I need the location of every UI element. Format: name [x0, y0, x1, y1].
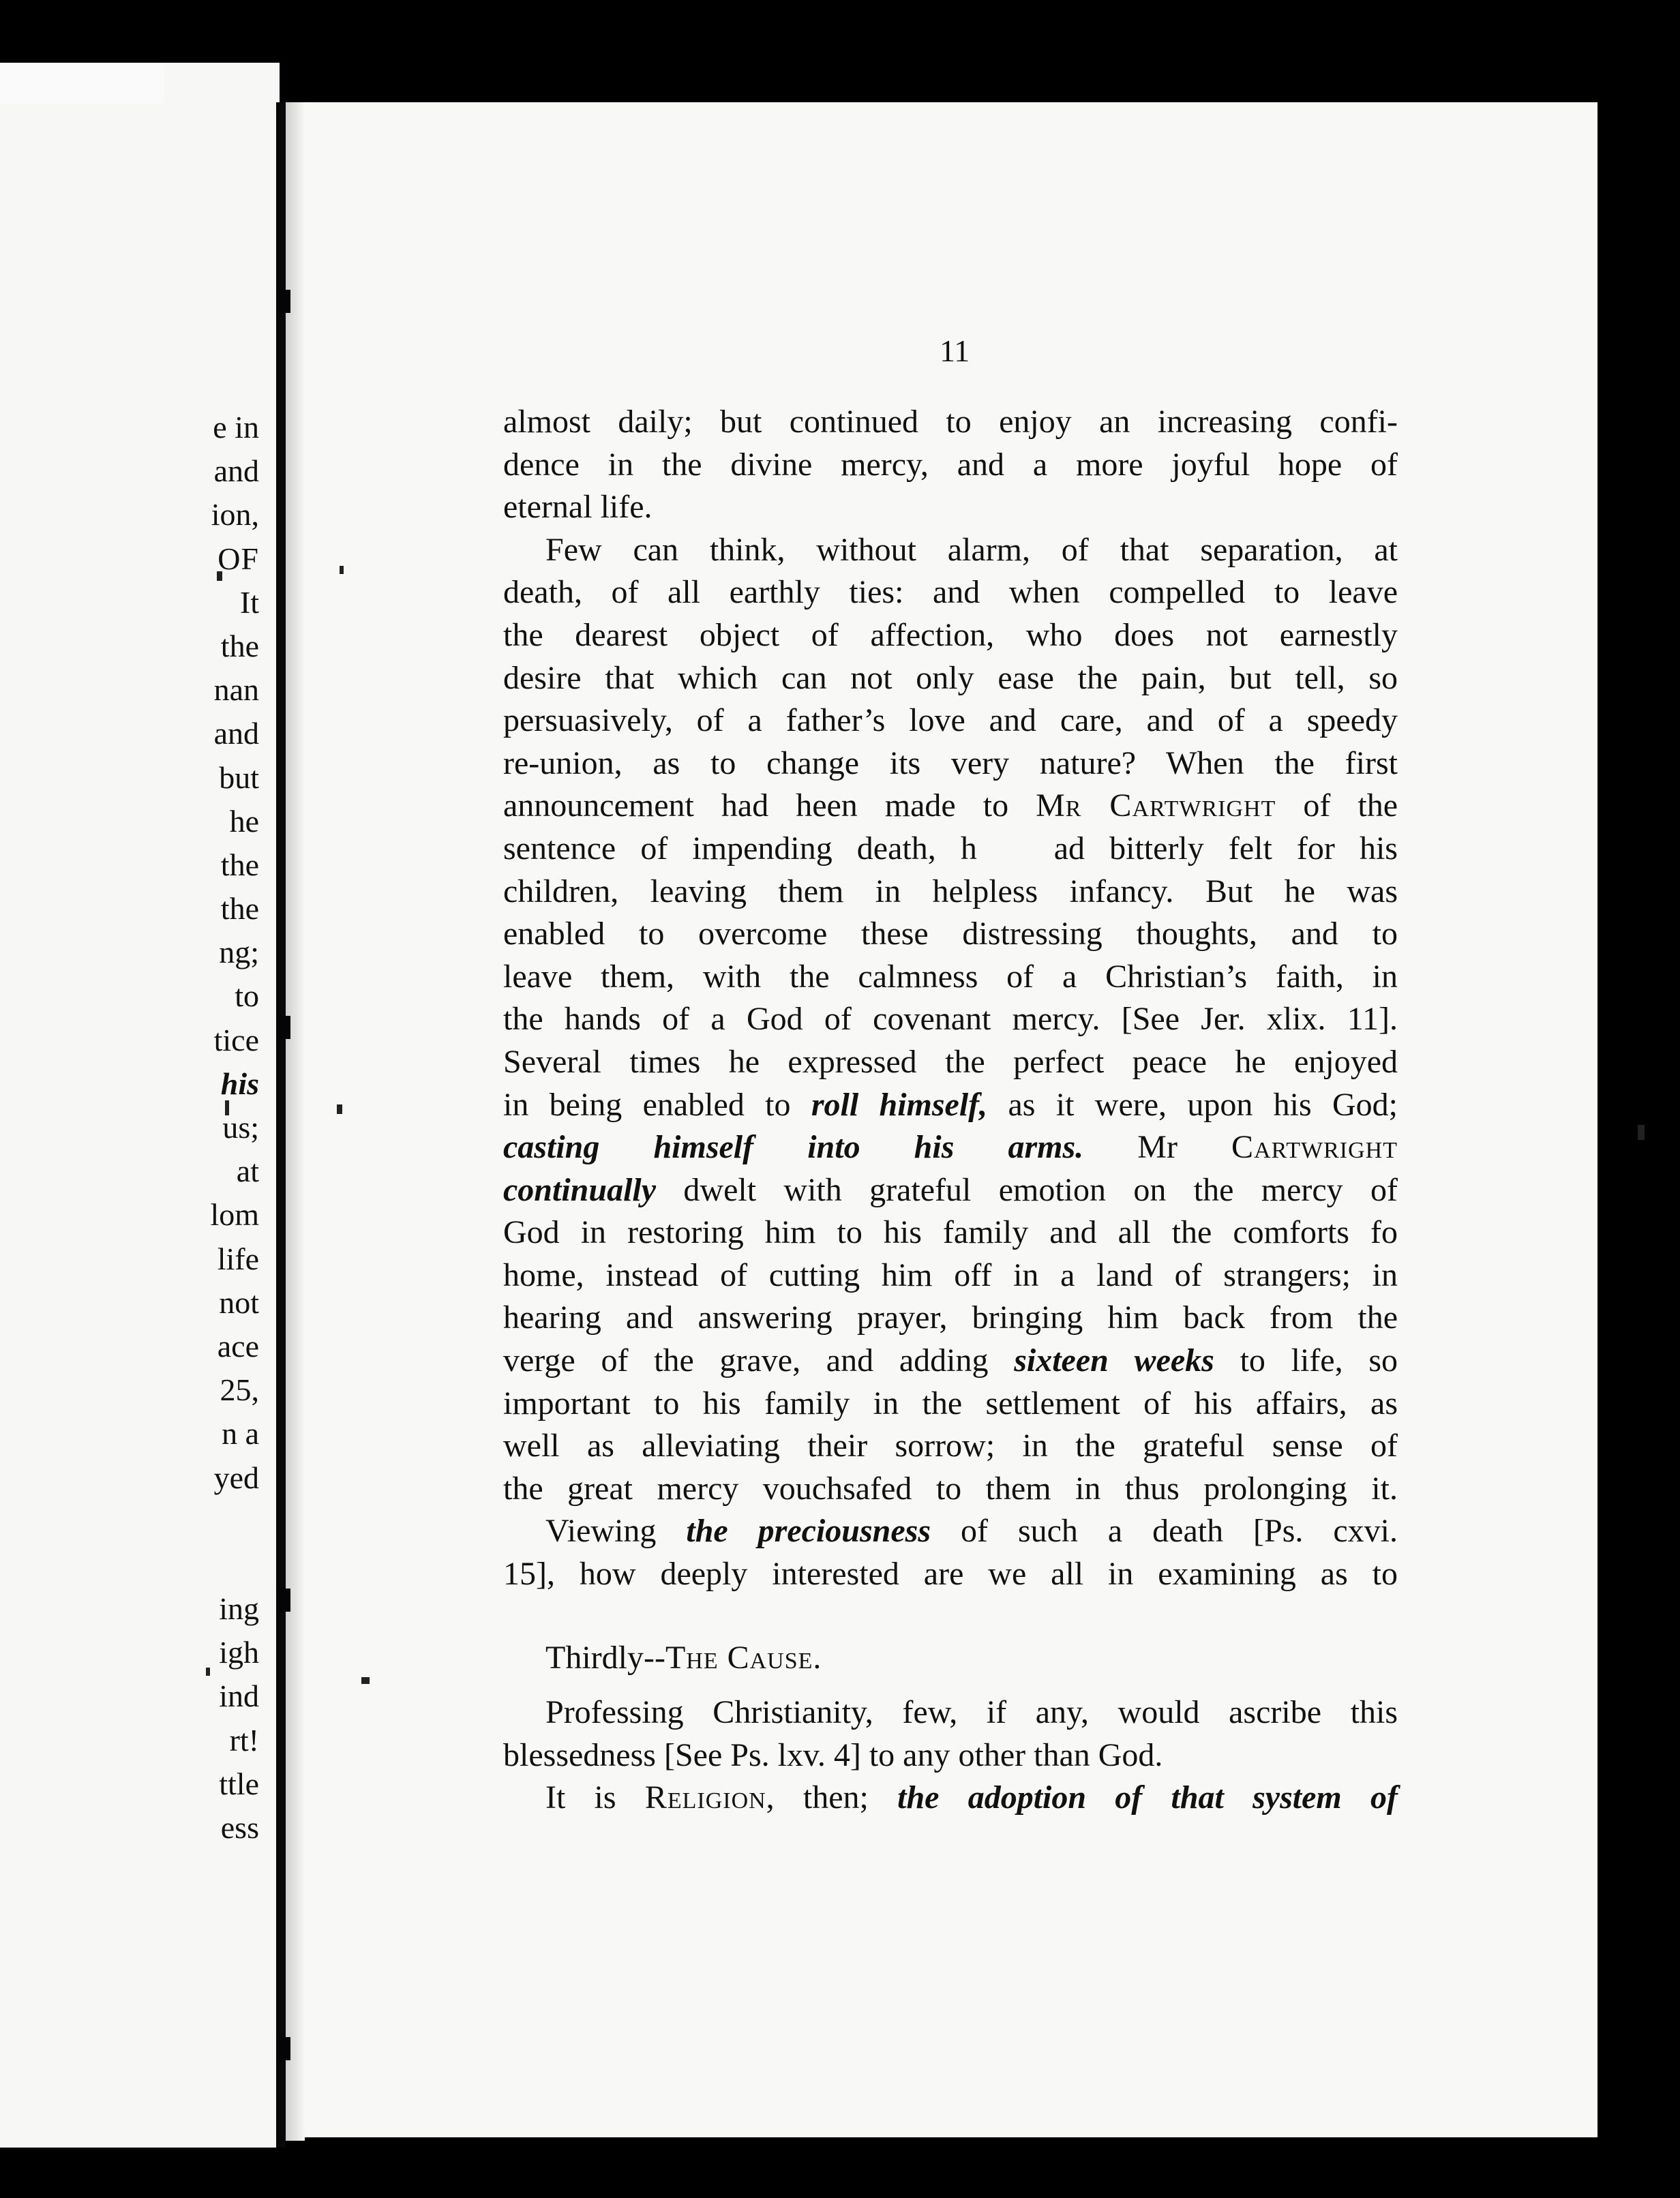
left-line: not	[219, 1284, 259, 1320]
left-line: nan	[213, 672, 259, 708]
text-line	[503, 1510, 1398, 1553]
text-run: of the	[1276, 787, 1398, 824]
text-run: announcement had heen made to	[503, 787, 1036, 824]
left-line: at	[236, 1154, 259, 1189]
text-line: Few can think, without alarm, of that separation, at	[545, 531, 1398, 568]
text-line: eternal life.	[503, 489, 652, 526]
text-line	[503, 1084, 1398, 1127]
left-line: rt!	[229, 1722, 259, 1758]
left-line: and	[213, 716, 259, 751]
text-line: the dearest object of affection, who does not earnestly	[503, 616, 1398, 653]
left-line	[0, 1500, 259, 1544]
book-spine	[276, 102, 286, 2148]
text-line	[503, 1340, 1398, 1383]
left-line: to	[235, 978, 259, 1014]
left-line: the	[220, 847, 259, 882]
left-line: the	[220, 628, 259, 663]
left-line: 25,	[220, 1372, 259, 1408]
left-line: ion,	[211, 497, 259, 532]
left-line: ess	[220, 1810, 259, 1845]
binding-notch	[280, 1589, 290, 1612]
text-line: enabled to overcome these distressing thoughts, and to	[503, 916, 1398, 952]
text-line	[503, 1126, 1398, 1169]
left-line: life	[217, 1241, 259, 1276]
emphasis: casting himself into his arms.	[503, 1129, 1084, 1166]
left-line: It	[239, 584, 259, 620]
text-run: , then;	[766, 1779, 898, 1816]
left-line: e in	[213, 410, 259, 445]
left-line: n a	[222, 1416, 259, 1451]
text-line: 15], how deeply interested are we all in examining as to	[503, 1556, 1398, 1593]
left-line: OF	[217, 541, 259, 576]
text-line: hearing and answering prayer, bringing him back from the	[503, 1299, 1398, 1336]
left-line: us;	[222, 1110, 259, 1145]
text-line: death, of all earthly ties: and when compelled to leave	[503, 574, 1398, 611]
left-line: igh	[219, 1635, 259, 1670]
text-line: the hands of a God of covenant mercy. [See Jer. xlix. 11].	[503, 1001, 1398, 1038]
text-run: Viewing	[545, 1513, 687, 1550]
emphasis: sixteen weeks	[1014, 1342, 1214, 1379]
text-line: persuasively, of a father’s love and care, and of a speedy	[503, 702, 1398, 739]
text-run: of such a death [Ps. cxvi.	[931, 1513, 1398, 1550]
text-line: well as alleviating their sorrow; in the grateful sense of	[503, 1428, 1398, 1464]
left-line: and	[213, 453, 259, 489]
ink-speck	[361, 1677, 370, 1684]
text-line: Several times he expressed the perfect peace he enjoyed	[503, 1043, 1398, 1080]
person-name: Mr Cartwright	[1036, 787, 1276, 824]
left-line: ng;	[219, 935, 259, 970]
text-line: sentence of impending death, h ad bitterly felt for his	[503, 830, 1398, 867]
text-line: almost daily; but continued to enjoy an increasing confi-	[503, 404, 1398, 440]
text-line: re-union, as to change its very nature? When the first	[503, 744, 1398, 781]
text-line: children, leaving them in helpless infancy. But he was	[503, 873, 1398, 909]
emphasis: the adoption of that system of	[897, 1779, 1398, 1816]
binding-notch	[280, 290, 290, 313]
left-line: ttle	[219, 1766, 259, 1801]
binding-notch	[280, 1016, 290, 1039]
binding-notch	[280, 2037, 290, 2060]
left-line: the	[220, 891, 259, 927]
text-line: dence in the divine mercy, and a more joyful hope of	[503, 446, 1398, 483]
left-line: yed	[213, 1460, 259, 1495]
gutter-shadow	[286, 102, 305, 2141]
text-line	[503, 1169, 1398, 1212]
left-page-text	[0, 406, 259, 1850]
text-line: important to his family in the settlement of his affairs, as	[503, 1385, 1398, 1421]
text-run: in being enabled to	[503, 1086, 811, 1123]
emphasis: the preciousness	[686, 1513, 931, 1550]
text-run: dwelt with grateful emotion on the mercy of	[656, 1171, 1398, 1208]
text-line: God in restoring him to his family and all the comforts fo	[503, 1214, 1398, 1251]
text-run: to life, so	[1214, 1342, 1398, 1379]
text-run: It is	[545, 1779, 645, 1816]
section-heading	[503, 1637, 1398, 1680]
text-run: Mr	[1083, 1129, 1232, 1166]
text-line	[503, 1777, 1398, 1820]
person-name: Cartwright	[1231, 1129, 1398, 1166]
left-page-corner	[0, 63, 164, 104]
left-line: ind	[219, 1678, 259, 1714]
left-line: ing	[219, 1591, 259, 1627]
text-line: blessedness [See Ps. lxv. 4] to any other than God.	[503, 1736, 1163, 1773]
ink-speck	[1638, 1125, 1645, 1140]
text-line	[503, 785, 1398, 828]
heading-title: The Cause.	[665, 1639, 822, 1676]
text-line: leave them, with the calmness of a Christian’s faith, in	[503, 958, 1398, 995]
left-line	[0, 1544, 259, 1587]
left-line: ace	[217, 1328, 259, 1364]
ink-speck	[337, 1104, 342, 1114]
text-run: verge of the grave, and adding	[503, 1342, 1015, 1379]
page-body	[503, 401, 1398, 1820]
left-line: but	[219, 759, 259, 795]
text-line: Professing Christianity, few, if any, would ascribe this	[545, 1694, 1398, 1731]
left-line: lom	[210, 1197, 259, 1233]
emphasis: roll himself,	[811, 1086, 988, 1123]
ink-speck	[340, 566, 344, 574]
text-run: as it were, upon his God;	[987, 1086, 1398, 1123]
text-run: Thirdly--	[545, 1639, 665, 1676]
text-line: the great mercy vouchsafed to them in thus prolonging it.	[503, 1470, 1398, 1507]
left-line: his	[220, 1066, 259, 1101]
page-number: 11	[940, 333, 970, 368]
left-line: tice	[213, 1022, 259, 1057]
emphasis-smallcaps: Religion	[644, 1779, 766, 1816]
emphasis: continually	[503, 1171, 657, 1208]
text-line: home, instead of cutting him off in a land of strangers; in	[503, 1256, 1398, 1293]
left-line: he	[229, 803, 259, 839]
text-line: desire that which can not only ease the pain, but tell, so	[503, 659, 1398, 696]
